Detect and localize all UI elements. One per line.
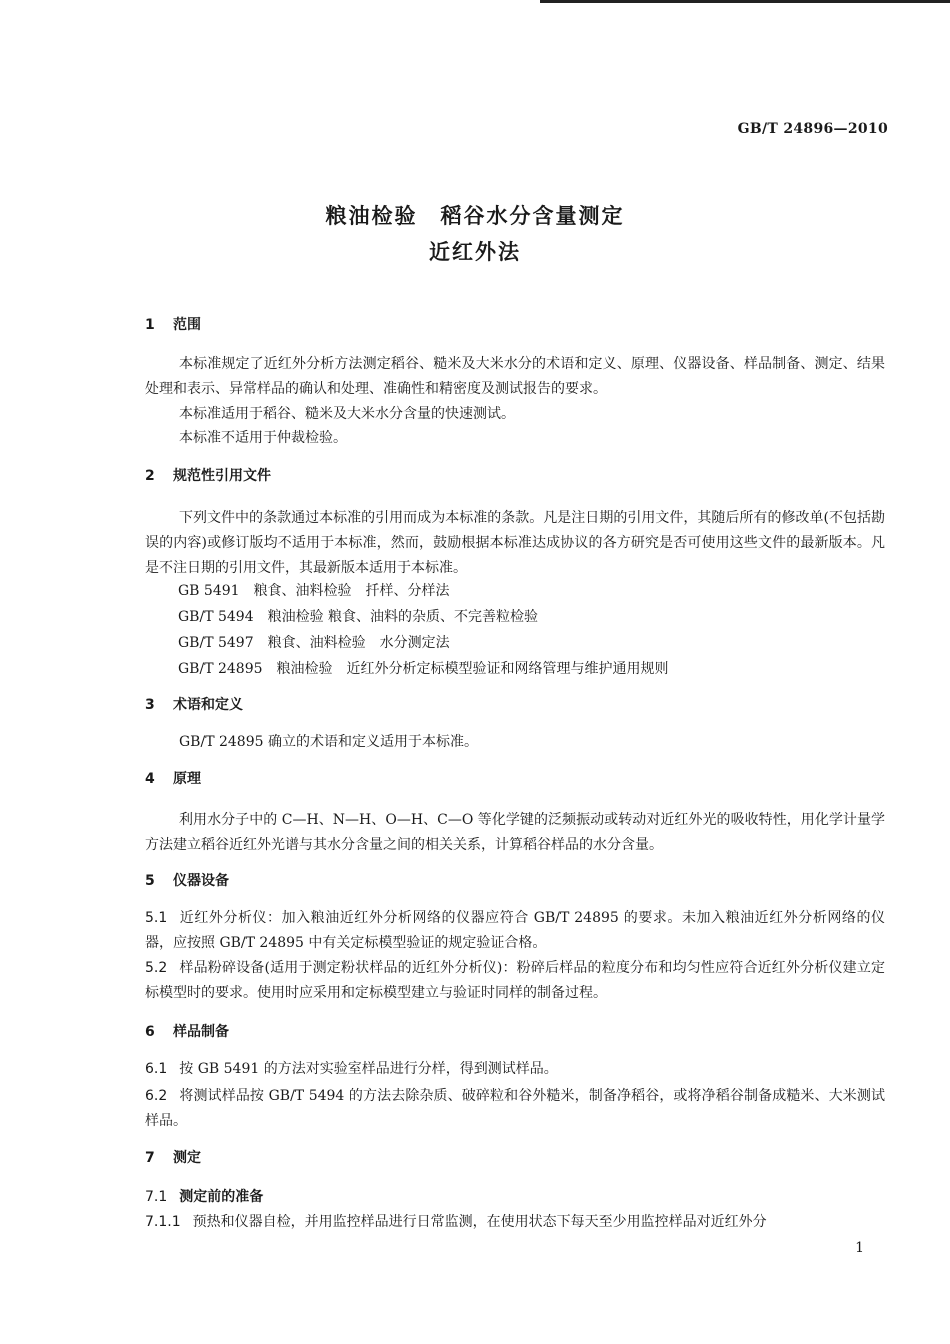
section-2-intro: 下列文件中的条款通过本标准的引用而成为本标准的条款。凡是注日期的引用文件，其随后所有的修改单(不包括勘误的内容)或修订版均不适用于本标准，然而，鼓励根据本标准达成协议的各方研究是否可使用这些文件的最新版本。凡是不注日期的引用文件，其最新版本适用于本标准。: [145, 510, 885, 576]
section-1-paragraph-3: 本标准不适用于仲裁检验。: [179, 430, 347, 446]
section-5-heading: 5 仪器设备: [145, 873, 229, 889]
standard-number: GB/T 24896—2010: [737, 121, 888, 137]
section-2-heading: 2 规范性引用文件: [145, 468, 271, 484]
page-number: 1: [855, 1240, 864, 1256]
clause-7-1-heading: 7.1 测定前的准备: [145, 1189, 264, 1205]
section-1-paragraph-1: 本标准规定了近红外分析方法测定稻谷、糙米及大米水分的术语和定义、原理、仪器设备、样品制备、测定、结果处理和表示、异常样品的确认和处理、准确性和精密度及测试报告的要求。: [145, 356, 885, 397]
reference-item: GB 5491 粮食、油料检验 扦样、分样法: [178, 583, 450, 599]
section-1-heading: 1 范围: [145, 317, 201, 333]
document-subtitle: 近红外法: [429, 240, 521, 264]
section-6-heading: 6 样品制备: [145, 1024, 229, 1040]
section-7-heading: 7 测定: [145, 1150, 201, 1166]
reference-item: GB/T 24895 粮油检验 近红外分析定标模型验证和网络管理与维护通用规则: [178, 661, 669, 677]
section-4-paragraph: 利用水分子中的 C—H、N—H、O—H、C—O 等化学键的泛频振动或转动对近红外光的吸收特性，用化学计量学方法建立稻谷近红外光谱与其水分含量之间的相关关系，计算稻谷样品的水分含量。: [145, 812, 885, 853]
reference-item: GB/T 5494 粮油检验 粮食、油料的杂质、不完善粒检验: [178, 609, 539, 625]
section-1-paragraph-2: 本标准适用于稻谷、糙米及大米水分含量的快速测试。: [179, 406, 515, 422]
section-4-heading: 4 原理: [145, 771, 201, 787]
clause-5-2: 5.2 样品粉碎设备(适用于测定粉状样品的近红外分析仪)：粉碎后样品的粒度分布和均匀性应符合近红外分析仪建立定标模型时的要求。使用时应采用和定标模型建立与验证时同样的制备过程。: [145, 960, 885, 1001]
clause-5-1: 5.1 近红外分析仪：加入粮油近红外分析网络的仪器应符合 GB/T 24895 的要求。未加入粮油近红外分析网络的仪器，应按照 GB/T 24895 中有关定标模型验证的规定验证合格。: [145, 910, 885, 951]
section-3-heading: 3 术语和定义: [145, 697, 243, 713]
document-title: 粮油检验 稻谷水分含量测定: [325, 204, 625, 228]
top-rule: [540, 0, 950, 3]
section-3-paragraph: GB/T 24895 确立的术语和定义适用于本标准。: [179, 734, 478, 750]
clause-6-2: 6.2 将测试样品按 GB/T 5494 的方法去除杂质、破碎粒和谷外糙米，制备净稻谷，或将净稻谷制备成糙米、大米测试样品。: [145, 1088, 885, 1129]
clause-7-1-1: 7.1.1 预热和仪器自检，并用监控样品进行日常监测，在使用状态下每天至少用监控样品对近红外分: [145, 1214, 767, 1230]
clause-6-1: 6.1 按 GB 5491 的方法对实验室样品进行分样，得到测试样品。: [145, 1061, 558, 1077]
reference-item: GB/T 5497 粮食、油料检验 水分测定法: [178, 635, 450, 651]
